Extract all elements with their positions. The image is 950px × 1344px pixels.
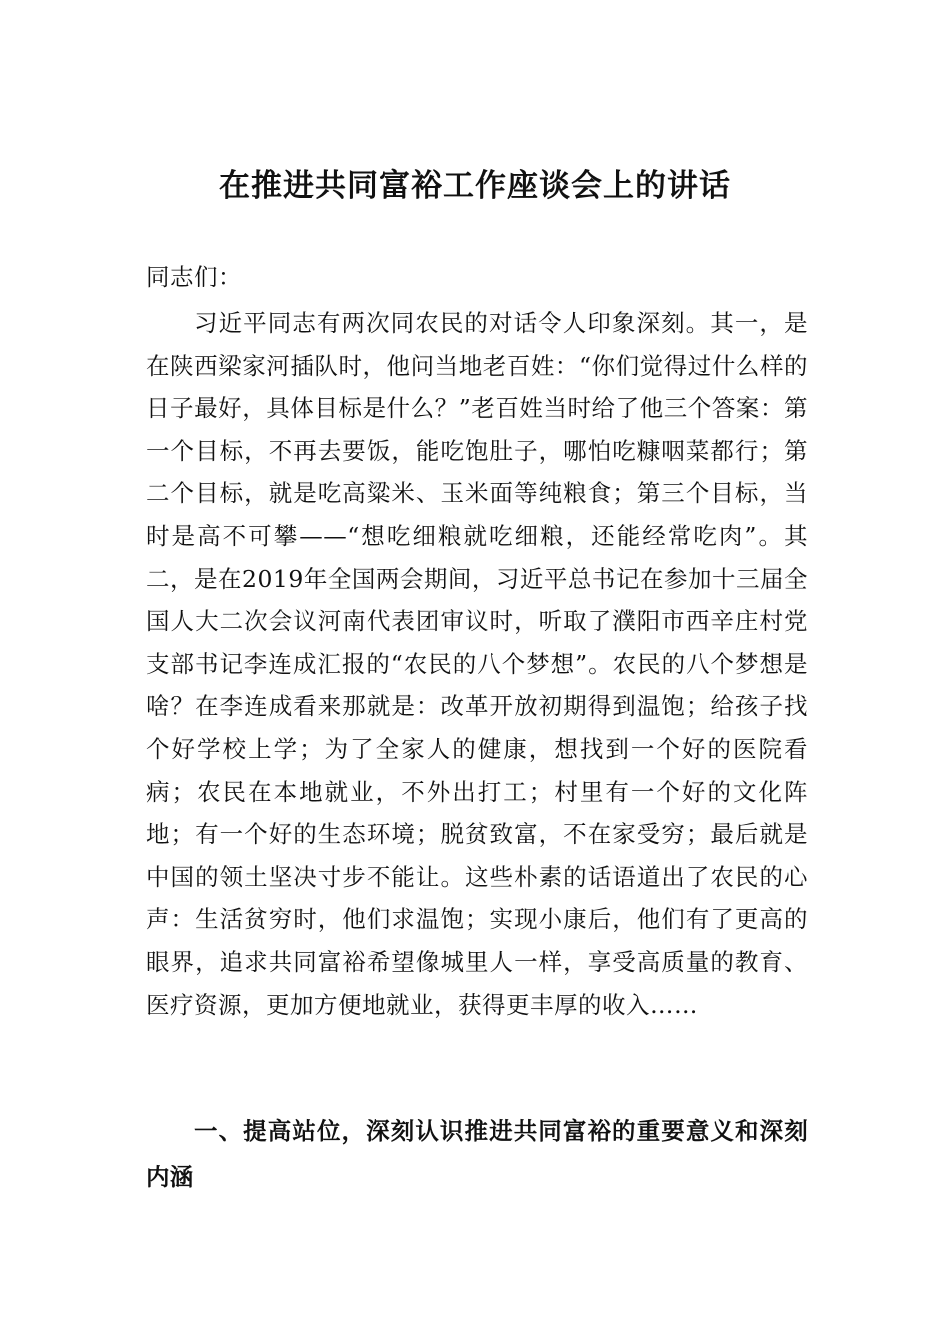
section-heading: 一、提高站位，深刻认识推进共同富裕的重要意义和深刻内涵: [146, 1117, 808, 1191]
document-title: 在推进共同富裕工作座谈会上的讲话: [219, 168, 731, 204]
salutation: 同志们：: [146, 263, 242, 291]
body-paragraph: 习近平同志有两次同农民的对话令人印象深刻。其一，是在陕西梁家河插队时，他问当地老百姓：“你们觉得过什么样的日子最好，具体目标是什么？”老百姓当时给了他三个答案：第一个目标，不再去要饭，能吃饱肚子，哪怕吃糠咽菜都行；第二个目标，就是吃高粱米、玉米面等纯粮食；第三个目标，当时是高不可攀——“想吃细粮就吃细粮，还能经常吃肉”。其二，是在2019年全国两会期间，习近平总书记在参加十三届全国人大二次会议河南代表团审议时，听取了濮阳市西辛庄村党支部书记李连成汇报的“农民的八个梦想”。农民的八个梦想是啥？在李连成看来那就是：改革开放初期得到温饱；给孩子找个好学校上学；为了全家人的健康，想找到一个好的医院看病；农民在本地就业，不外出打工；村里有一个好的文化阵地；有一个好的生态环境；脱贫致富，不在家受穷；最后就是中国的领土坚决寸步不能让。这些朴素的话语道出了农民的心声：生活贫穷时，他们求温饱；实现小康后，他们有了更高的眼界，追求共同富裕希望像城里人一样，享受高质量的教育、医疗资源，更加方便地就业，获得更丰厚的收入……: [146, 309, 808, 1019]
